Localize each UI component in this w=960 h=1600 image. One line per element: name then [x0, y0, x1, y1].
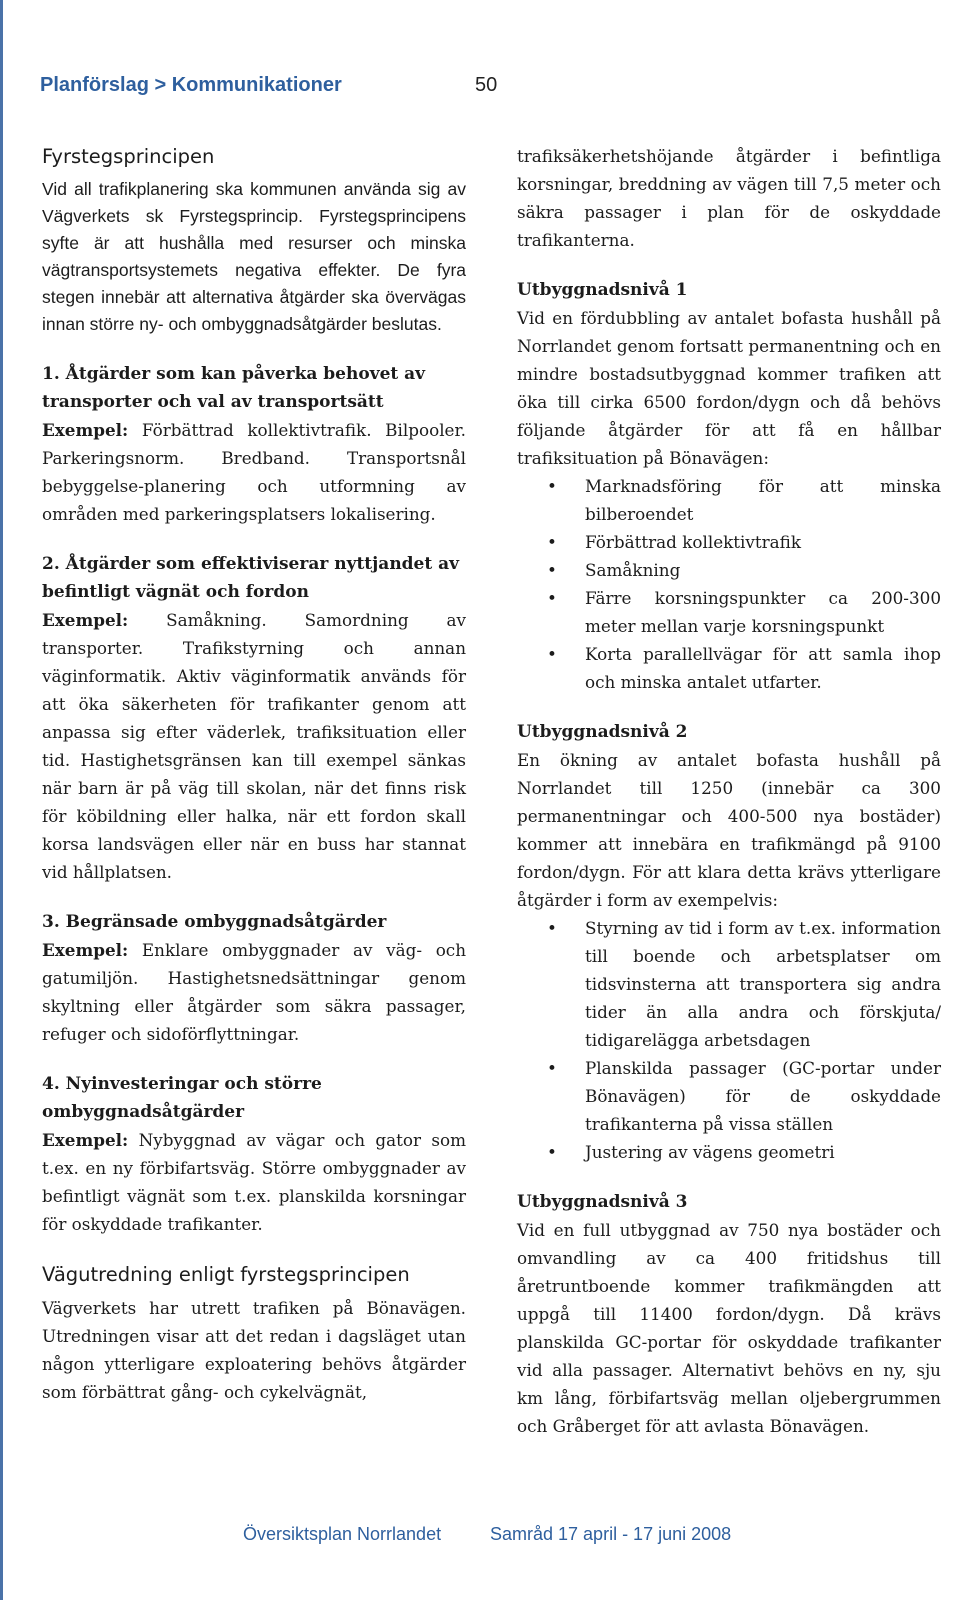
step-body [42, 606, 466, 886]
bullet-icon: • [547, 1142, 557, 1162]
level-body: Vid en full utbyggnad av 750 nya bostäder och omvandling av ca 400 fritidshus till åretruntboende kommer trafikmängden att uppgå till 11400 fordon/dygn. Då krävs planskilda GC-portar för oskyddade trafikanter vid alla passager. Alternativt behövs en ny, sju km lång, förbifartsväg mellan oljebergrummen och Gråberget för att avlasta Bönavägen. [517, 1220, 941, 1436]
bullet-item [517, 914, 941, 1054]
step-title: 1. Åtgärder som kan påverka behovet av transporter och val av transportsätt [42, 364, 426, 412]
continuation-paragraph [517, 142, 941, 254]
example-text: Nybyggnad av vägar och gator som t.ex. en ny förbifartsväg. Större ombyggnader av befintligt vägnät som t.ex. planskilda korsningar för oskyddade trafikanter. [42, 1130, 466, 1234]
level-body: En ökning av antalet bofasta hushåll på Norrlandet till 1250 (innebär ca 300 permanentningar och 400-500 nya bostäder) kommer att innebära en trafikmängd på 9100 fordon/dygn. För att klara detta krävs ytterligare åtgärder i form av exempelvis: [517, 750, 941, 910]
fyrstegsprincipen-section [42, 142, 466, 338]
bullet-icon: • [547, 532, 557, 552]
example-text: Förbättrad kollektivtrafik. Bilpooler. Parkeringsnorm. Bredband. Transportsnål bebyggelse-planering och utformning av områden med parkeringsplatsers lokalisering. [42, 420, 466, 524]
step-1 [42, 360, 466, 528]
page-header [40, 74, 600, 104]
example-label: Exempel: [42, 940, 129, 960]
example-label: Exempel: [42, 1130, 129, 1150]
bullet-list [517, 914, 941, 1166]
bullet-icon: • [547, 1058, 557, 1078]
bullet-text: Marknadsföring för att minska bilberoendet [585, 476, 941, 524]
bullet-list [517, 472, 941, 696]
footer-consultation-dates: Samråd 17 april - 17 juni 2008 [490, 1524, 732, 1544]
left-column [42, 142, 466, 1428]
bullet-icon: • [547, 644, 557, 664]
bullet-text: Justering av vägens geometri [585, 1142, 835, 1162]
level-2-section [517, 718, 941, 1166]
example-text: Enklare ombyggnader av väg- och gatumiljön. Hastighetsnedsättningar genom skyltning eller åtgärder som säkra passager, refuger och sidoförflyttningar. [42, 940, 467, 1044]
continuation-text: trafiksäkerhetshöjande åtgärder i befintliga korsningar, breddning av vägen till 7,5 meter och säkra passager i plan för de oskyddade trafikanterna. [517, 146, 941, 250]
step-title: 3. Begränsade ombyggnadsåtgärder [42, 912, 387, 932]
level-3-section [517, 1188, 941, 1440]
bullet-text: Korta parallellvägar för att samla ihop och minska antalet utfarter. [585, 644, 941, 692]
bullet-text: Förbättrad kollektivtrafik [585, 532, 802, 552]
footer-document-title: Översiktsplan Norrlandet [243, 1524, 442, 1544]
level-body: Vid en fördubbling av antalet bofasta hushåll på Norrlandet genom fortsatt permanentning och en mindre bostadsutbyggnad kommer trafiken att öka till cirka 6500 fordon/dygn och då behövs följande åtgärder för att få en hållbar trafiksituation på Bönavägen: [517, 308, 941, 468]
section-body: Vid all trafikplanering ska kommunen använda sig av Vägverkets sk Fyrstegsprincip. Fyrstegsprincipens syfte är att hushålla med resurser och minska vägtransportsystemets negativa effekter. De fyra stegen innebär att alternativa åtgärder ska övervägas innan större ny- och ombyggnadsåtgärder beslutas. [42, 179, 466, 334]
bullet-text: Färre korsningspunkter ca 200-300 meter mellan varje korsningspunkt [585, 588, 941, 636]
step-body [42, 416, 466, 528]
bullet-icon: • [547, 588, 557, 608]
step-body [42, 1126, 466, 1238]
bullet-icon: • [547, 918, 557, 938]
vagutredning-section [42, 1260, 466, 1406]
step-title: 4. Nyinvesteringar och större ombyggnadsåtgärder [42, 1074, 322, 1122]
bullet-item [517, 640, 941, 696]
bullet-item [517, 1138, 941, 1166]
breadcrumb: Planförslag > Kommunikationer [40, 74, 342, 96]
bullet-icon: • [547, 560, 557, 580]
step-2 [42, 550, 466, 886]
page-edge-rule [0, 0, 3, 1600]
example-label: Exempel: [42, 420, 129, 440]
bullet-text: Planskilda passager (GC-portar under Bönavägen) för de oskyddade trafikanterna på vissa ställen [585, 1058, 941, 1134]
section-title: Vägutredning enligt fyrstegsprincipen [42, 1263, 410, 1286]
section-body: Vägverkets har utrett trafiken på Bönavägen. Utredningen visar att det redan i dagsläget utan någon ytterligare exploatering behövs åtgärder som förbättrat gång- och cykelvägnät, [42, 1298, 466, 1402]
step-4 [42, 1070, 466, 1238]
bullet-icon: • [547, 476, 557, 496]
step-title: 2. Åtgärder som effektiviserar nyttjandet av befintligt vägnät och fordon [42, 554, 460, 602]
section-title: Fyrstegsprincipen [42, 145, 215, 168]
level-1-section [517, 276, 941, 696]
page-footer [0, 1524, 960, 1554]
bullet-item [517, 584, 941, 640]
bullet-item [517, 1054, 941, 1138]
step-3 [42, 908, 466, 1048]
example-text: Samåkning. Samordning av transporter. Trafikstyrning och annan väginformatik. Aktiv väginformatik används för att öka säkerheten för trafikanter genom att anpassa sig efter väderlek, trafiksituation eller tid. Hastighetsgränsen kan till exempel sänkas när barn är på väg till skolan, när det finns risk för köbildning eller halka, när ett fordon skall korsa landsvägen eller när en buss har stannat vid hållplatsen. [42, 610, 466, 882]
bullet-text: Styrning av tid i form av t.ex. information till boende och arbetsplatser om tidsvinsterna att transportera sig andra tider än alla andra och förskjuta/ tidigarelägga arbetsdagen [585, 918, 941, 1050]
level-title: Utbyggnadsnivå 3 [517, 1192, 688, 1212]
level-title: Utbyggnadsnivå 1 [517, 280, 688, 300]
bullet-text: Samåkning [585, 560, 681, 580]
step-body [42, 936, 466, 1048]
example-label: Exempel: [42, 610, 129, 630]
page-number: 50 [475, 74, 498, 96]
bullet-item [517, 556, 941, 584]
right-column [517, 142, 941, 1462]
level-title: Utbyggnadsnivå 2 [517, 722, 688, 742]
bullet-item [517, 528, 941, 556]
bullet-item [517, 472, 941, 528]
